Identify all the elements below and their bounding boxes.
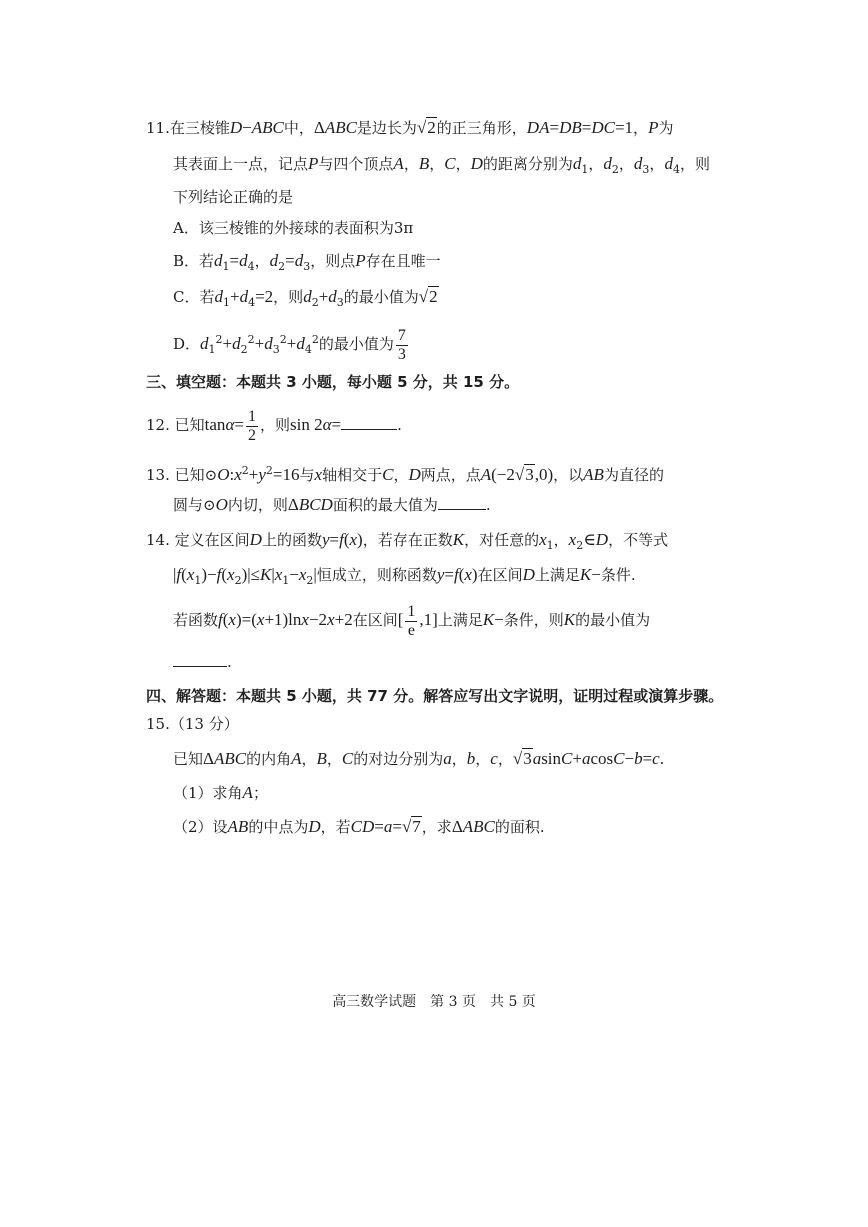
page-footer: 高三数学试题 第 3 页 共 5 页 <box>332 994 536 1010</box>
q14-line2: $|f(x_1)-f(x_2)|\le K|x_1-x_2|$恒成立，则称函数y=f(x)在区间D上满足K−条件. <box>173 565 636 587</box>
q12: 12. 已知tanα= $\frac{1}{2}$ ，则sin 2α= . <box>146 407 402 444</box>
q11-option-a: A．该三棱锥的外接球的表面积为3π <box>173 219 414 237</box>
q14-line3: 若函数f(x)=(x+1)lnx−2x+2在区间[ $\frac{1}{e}$ ,1]上满足K−条件，则K的最小值为 <box>173 602 651 639</box>
q11-option-c: C．若$d_1+d_4=2$，则$d_2+d_3$的最小值为√2 <box>173 287 438 309</box>
q14-line1: 14. 定义在区间D上的函数y=f(x)，若存在正数K，对任意的$x_1$，$x_2\in D$，不等式 <box>146 530 669 552</box>
q15-part1: （1）求角A； <box>173 783 268 802</box>
q11-line3: 下列结论正确的是 <box>173 188 294 206</box>
q13-line2: 圆与⊙O内切，则ΔBCD面积的最大值为 . <box>173 495 491 514</box>
q11-line2: 其表面上一点，记点P与四个顶点A，B，C，D的距离分别为$d_1$，$d_2$，$d_3$，$d_4$，则 <box>173 154 710 176</box>
q15-part2: （2）设AB的中点为D，若CD=a=√7，求ΔABC的面积. <box>173 817 545 836</box>
section-4-heading: 四、解答题：本题共 5 小题，共 77 分。解答应写出文字说明，证明过程或演算步骤。 <box>146 687 724 705</box>
q13-line1: 13. 已知$⊙O:x^2+y^2=16$与x轴相交于C，D两点，点A(−2√3,0)，以AB为直径的 <box>146 464 664 484</box>
q15-heading: 15.（13 分） <box>146 715 239 733</box>
q11-line1: 11.在三棱锥D−ABC中，ΔABC是边长为√2的正三角形，DA=DB=DC=1，P为 <box>146 118 674 137</box>
q15-statement: 已知ΔABC的内角A，B，C的对边分别为a，b，c，√3asinC+acosC−b=c. <box>173 749 664 768</box>
section-3-heading: 三、填空题：本题共 3 小题，每小题 5 分，共 15 分。 <box>146 373 520 391</box>
q11-option-d: D．$d_1^2+d_2^2+d_3^2+d_4^2$的最小值为 $\frac{7}{3}$ <box>173 326 406 363</box>
q11-option-b: B．若$d_1=d_4$，$d_2=d_3$，则点P存在且唯一 <box>173 251 441 273</box>
q14-line4: . <box>173 652 232 672</box>
